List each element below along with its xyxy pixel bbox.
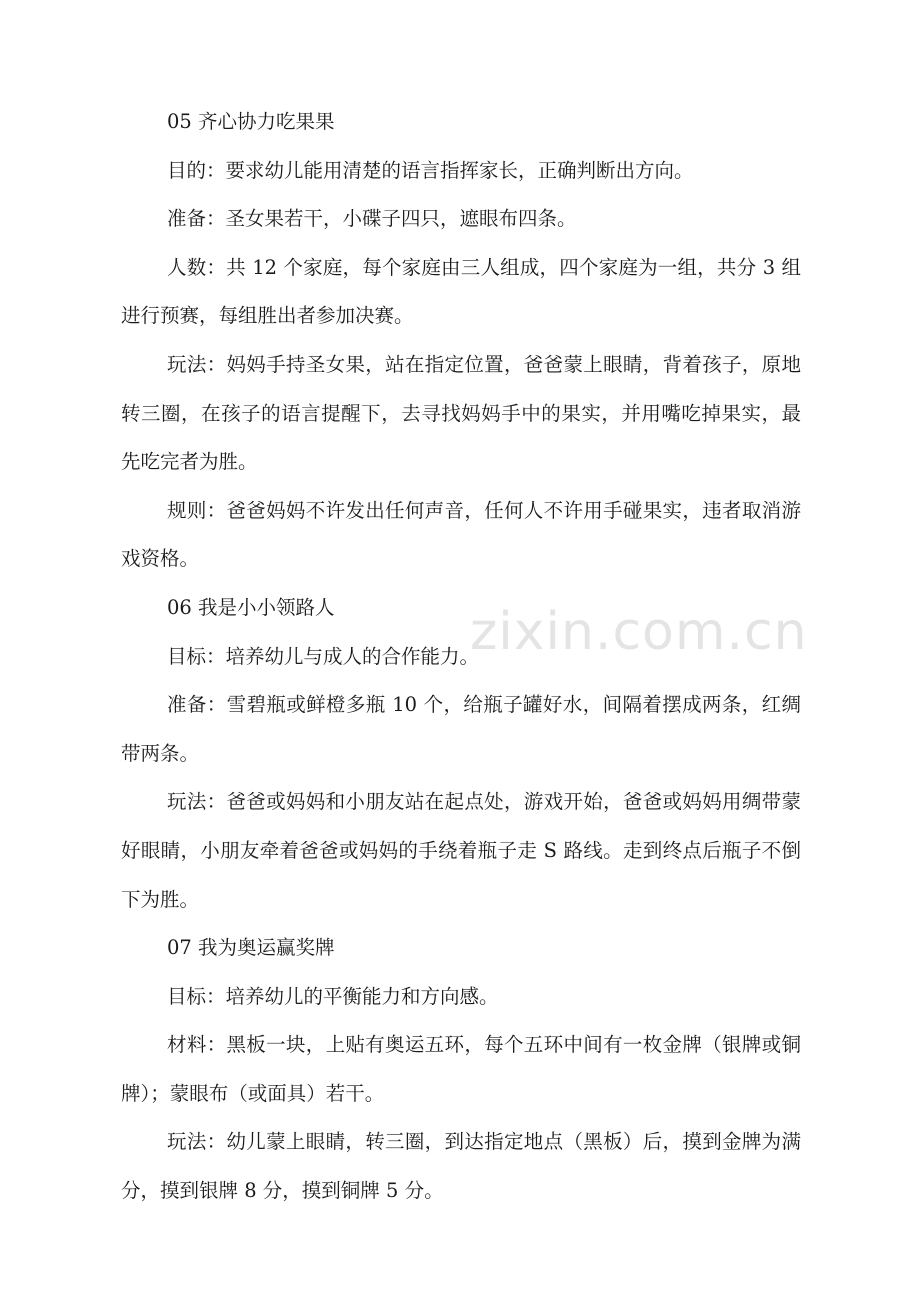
paragraph-people-05: 人数：共 12 个家庭，每个家庭由三人组成，四个家庭为一组，共分 3 组进行预赛，每组胜出者参加决赛。 <box>121 255 801 328</box>
paragraph-rules-05: 规则：爸爸妈妈不许发出任何声音，任何人不许用手碰果实，违者取消游戏资格。 <box>121 498 801 571</box>
section-heading-06: 06 我是小小领路人 <box>167 595 335 619</box>
paragraph-prep-05: 准备：圣女果若干，小碟子四只，遮眼布四条。 <box>167 207 577 231</box>
paragraph-goal-06: 目标：培养幼儿与成人的合作能力。 <box>167 644 480 668</box>
paragraph-prep-06: 准备：雪碧瓶或鲜橙多瓶 10 个，给瓶子罐好水，间隔着摆成两条，红绸带两条。 <box>121 693 801 765</box>
paragraph-play-07: 玩法：幼儿蒙上眼睛，转三圈，到达指定地点（黑板）后，摸到金牌为满分，摸到银牌 8 分，摸到铜牌 5 分。 <box>121 1130 801 1203</box>
paragraph-materials-07: 材料：黑板一块，上贴有奥运五环，每个五环中间有一枚金牌（银牌或铜牌）；蒙眼布（或面具）若干。 <box>121 1033 801 1105</box>
watermark-text: zixin.com.cn <box>470 602 808 662</box>
paragraph-goal-05: 目的：要求幼儿能用清楚的语言指挥家长，正确判断出方向。 <box>167 158 694 182</box>
section-heading-07: 07 我为奥运赢奖牌 <box>167 936 335 960</box>
paragraph-play-06: 玩法：爸爸或妈妈和小朋友站在起点处，游戏开始，爸爸或妈妈用绸带蒙好眼睛，小朋友牵着爸爸或妈妈的手绕着瓶子走 S 路线。走到终点后瓶子不倒下为胜。 <box>121 790 801 911</box>
document-body <box>121 98 801 1216</box>
paragraph-goal-07: 目标：培养幼儿的平衡能力和方向感。 <box>167 984 499 1008</box>
section-heading-05: 05 齐心协力吃果果 <box>167 110 335 133</box>
paragraph-play-05: 玩法：妈妈手持圣女果，站在指定位置，爸爸蒙上眼睛，背着孩子，原地转三圈，在孩子的语言提醒下，去寻找妈妈手中的果实，并用嘴吃掉果实，最先吃完者为胜。 <box>121 352 801 474</box>
